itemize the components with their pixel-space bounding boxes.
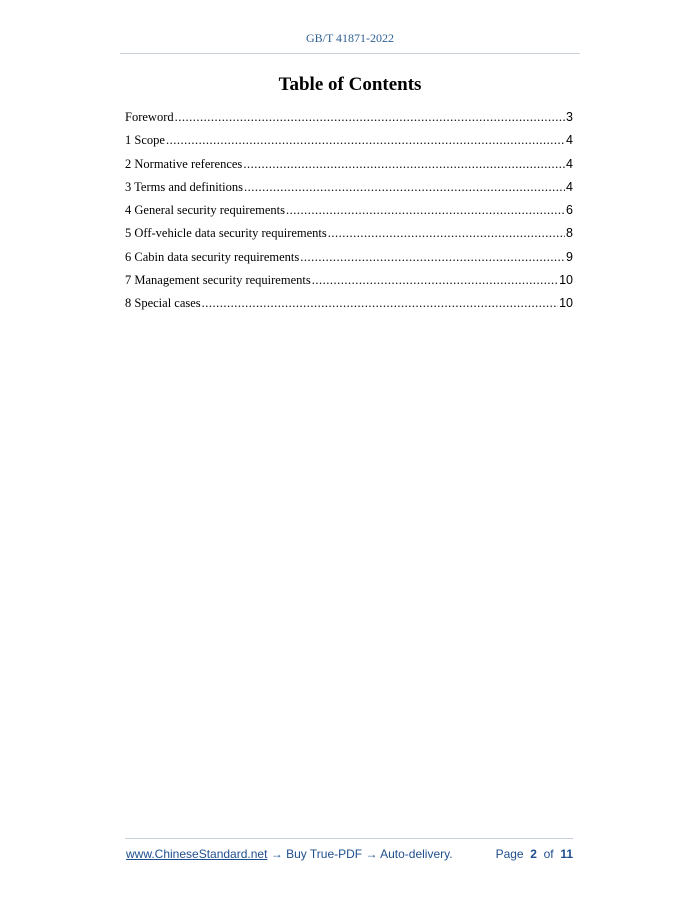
page-footer — [126, 847, 573, 861]
toc-leader-dots — [202, 296, 558, 311]
toc-entry-page: 3 — [566, 110, 573, 124]
page-indicator — [496, 847, 573, 861]
toc-entry-page: 4 — [566, 179, 573, 194]
of-word: of — [543, 847, 554, 861]
toc-entry-general-security-requirements[interactable] — [125, 203, 573, 226]
toc-entry-off-vehicle-data-security[interactable] — [125, 226, 573, 249]
toc-leader-dots — [244, 180, 565, 195]
toc-entry-cabin-data-security[interactable] — [125, 250, 573, 273]
page-word: Page — [495, 847, 524, 861]
toc-entry-special-cases[interactable] — [125, 296, 573, 319]
toc-entry-label: 3 Terms and definitions — [125, 179, 243, 194]
current-page-number: 2 — [530, 847, 537, 861]
toc-entry-page: 4 — [566, 133, 573, 148]
toc-entry-label: 5 Off-vehicle data security requirements — [125, 226, 327, 241]
toc-entry-page: 9 — [566, 249, 573, 264]
footer-promo — [126, 847, 453, 861]
toc-heading: Table of Contents — [278, 74, 422, 95]
toc-leader-dots — [286, 203, 565, 218]
document-code-header: GB/T 41871-2022 — [305, 31, 395, 45]
footer-divider — [125, 838, 573, 839]
toc-leader-dots — [243, 157, 565, 172]
footer-promo-text: → Buy True-PDF → Auto-delivery. — [267, 847, 453, 861]
toc-leader-dots — [166, 133, 565, 148]
toc-leader-dots — [300, 250, 565, 265]
website-link[interactable]: www.ChineseStandard.net — [126, 847, 268, 861]
toc-entry-foreword[interactable] — [125, 110, 573, 133]
toc-entry-label: 2 Normative references — [125, 156, 243, 171]
total-pages-number: 11 — [560, 847, 573, 861]
toc-entry-scope[interactable] — [125, 133, 573, 156]
toc-entry-page: 8 — [566, 226, 573, 241]
toc-entry-label: 6 Cabin data security requirements — [125, 249, 300, 264]
toc-entry-label: 4 General security requirements — [125, 203, 286, 218]
toc-entry-page: 6 — [566, 203, 573, 218]
toc-leader-dots — [328, 226, 565, 241]
toc-entry-label: 1 Scope — [125, 133, 165, 148]
toc-entry-label: 7 Management security requirements — [125, 273, 311, 288]
toc-leader-dots — [175, 110, 565, 125]
toc-entry-management-security[interactable] — [125, 273, 573, 296]
toc-entry-normative-references[interactable] — [125, 157, 573, 180]
toc-entry-terms-and-definitions[interactable] — [125, 180, 573, 203]
toc-entry-label: 8 Special cases — [125, 296, 201, 311]
toc-entry-label: Foreword — [125, 110, 174, 124]
toc-leader-dots — [312, 273, 558, 288]
table-of-contents — [125, 110, 573, 320]
toc-entry-page: 10 — [559, 273, 573, 288]
toc-entry-page: 10 — [559, 296, 573, 311]
toc-entry-page: 4 — [566, 156, 573, 171]
header-divider — [120, 53, 580, 54]
